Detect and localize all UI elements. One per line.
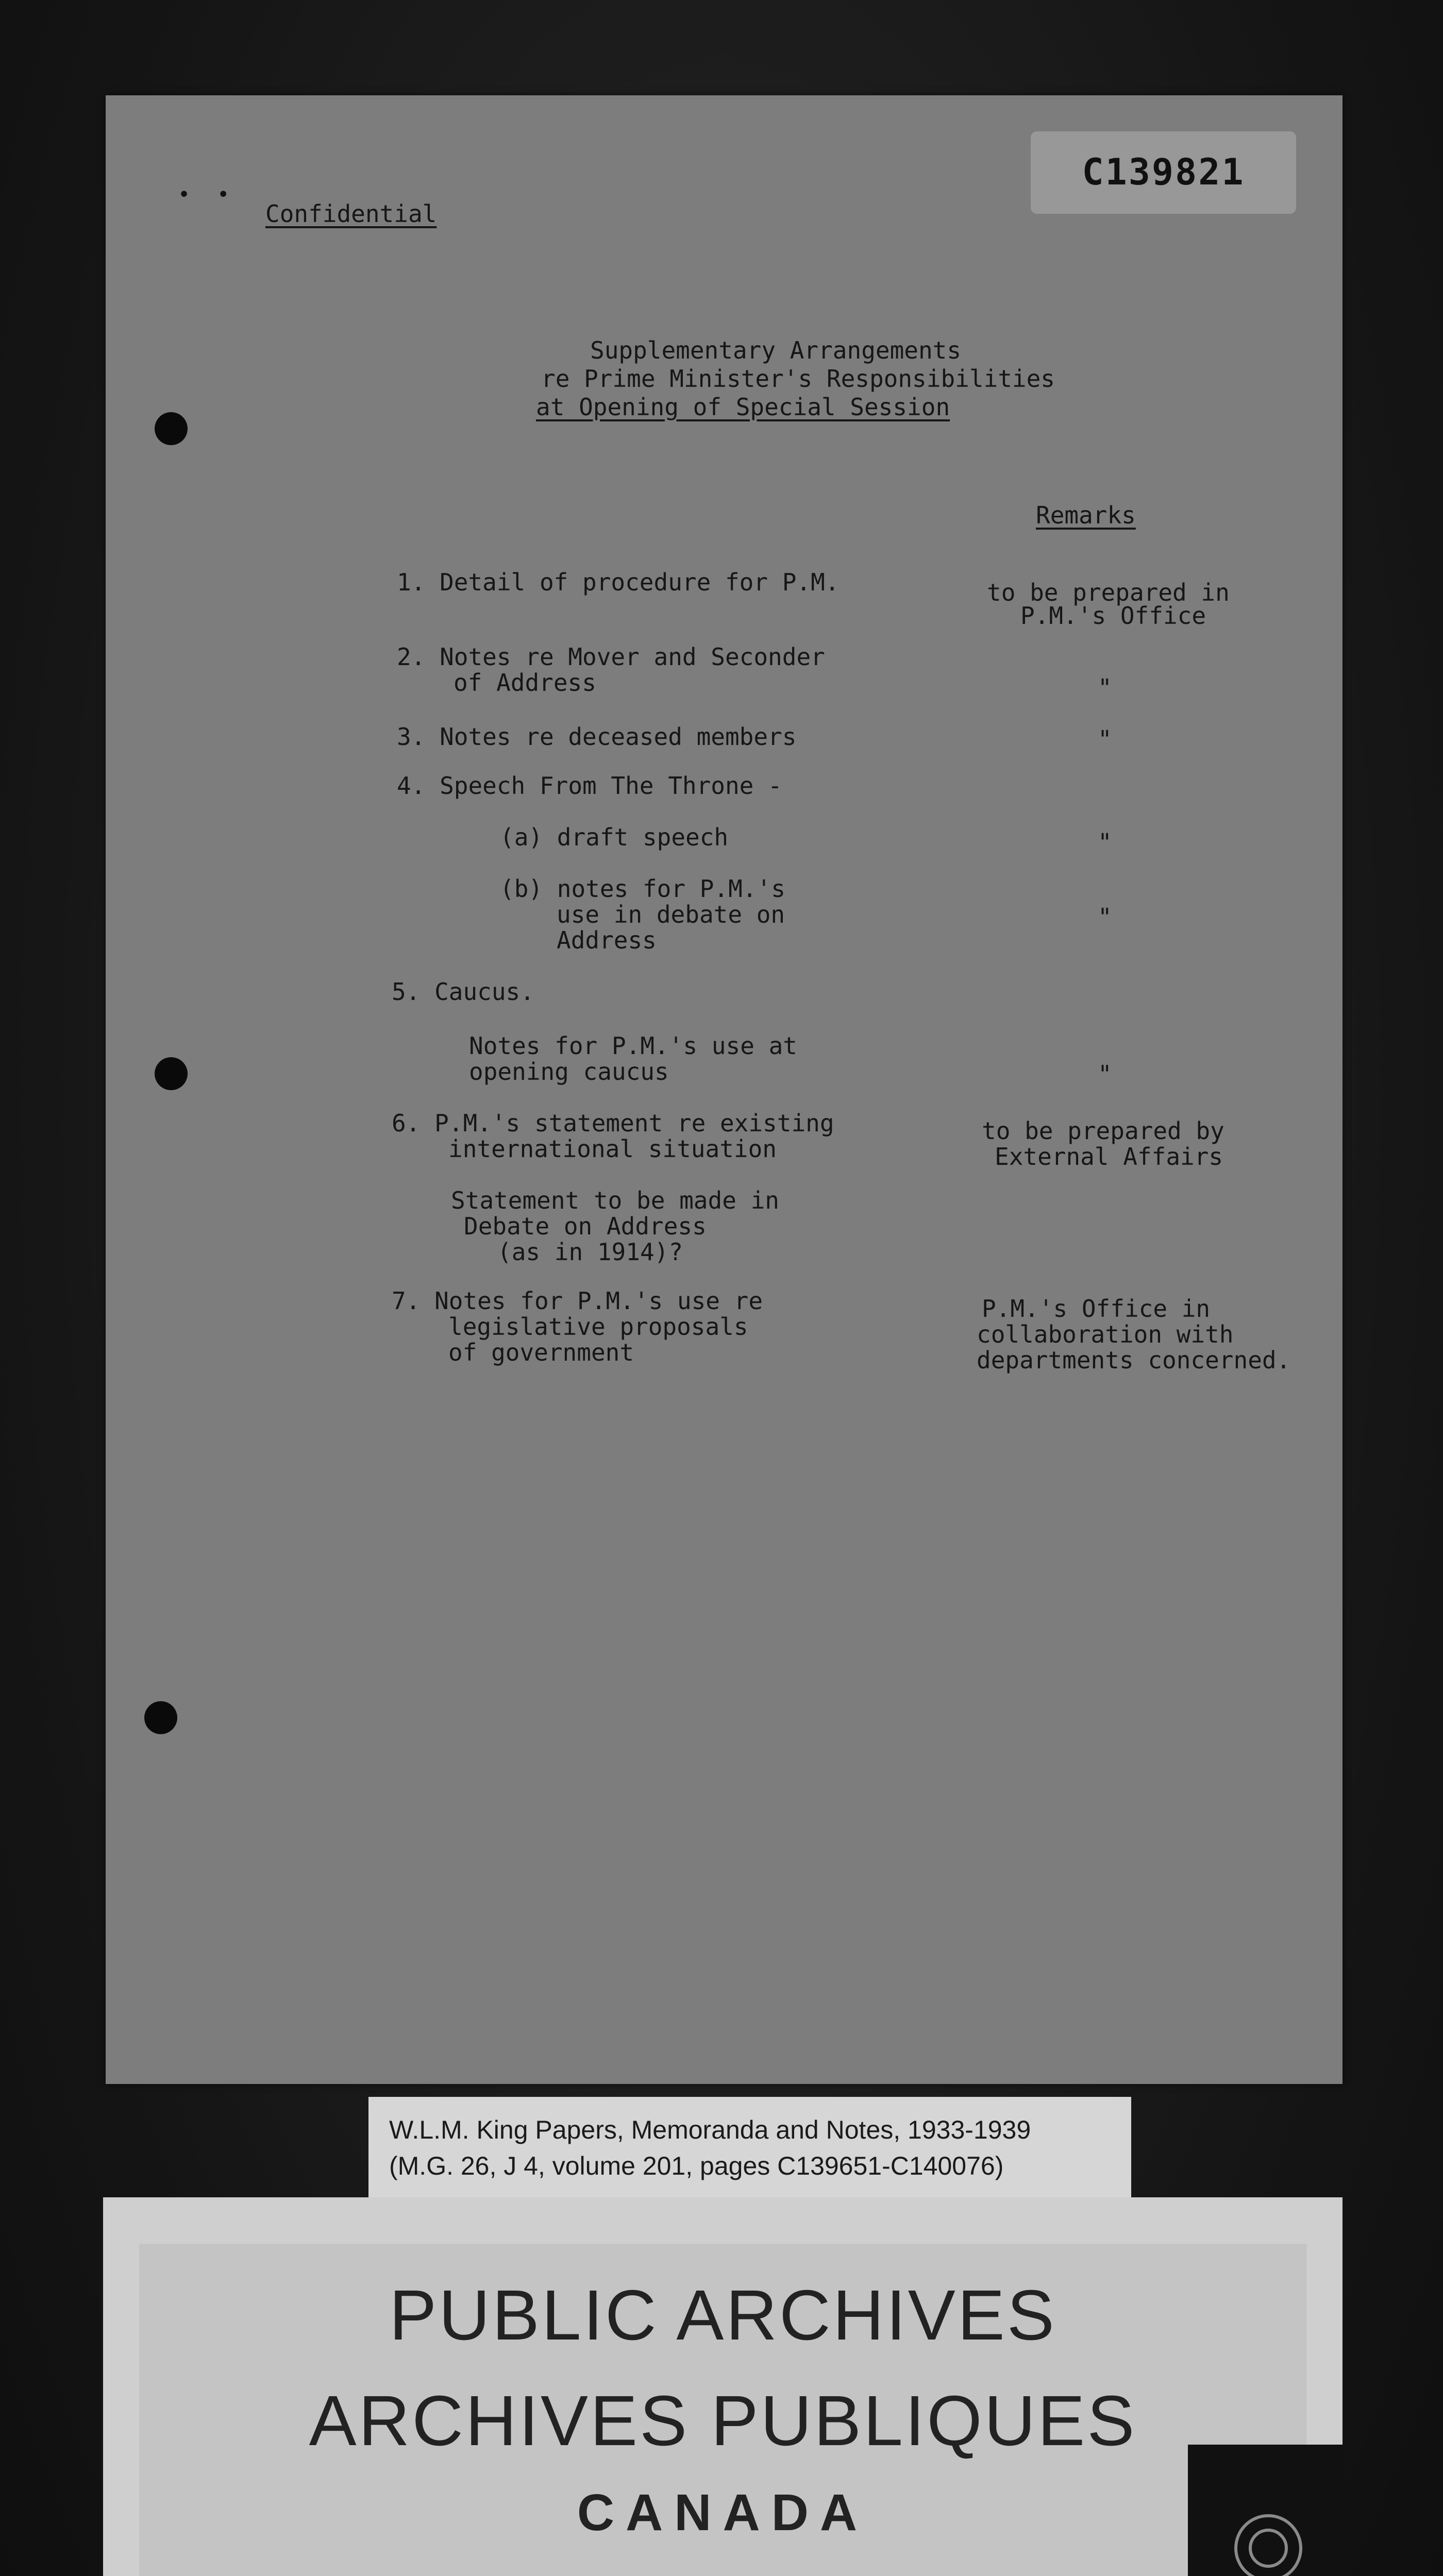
item-5-notes-line-2: opening caucus [469, 1058, 669, 1086]
item-2-line-1: 2. Notes re Mover and Seconder [397, 643, 825, 671]
item-7-line-2: legislative proposals [448, 1313, 748, 1341]
item-4-line-1: 4. Speech From The Throne - [397, 772, 782, 800]
item-4b-remark: " [1098, 903, 1112, 931]
item-5-notes-line-1: Notes for P.M.'s use at [469, 1032, 797, 1060]
document-id: C139821 [1082, 151, 1245, 193]
item-6-statement-line-3: (as in 1914)? [497, 1238, 683, 1266]
item-2-remark: " [1098, 674, 1112, 702]
item-6-statement-line-2: Debate on Address [464, 1212, 707, 1240]
item-7-line-3: of government [448, 1338, 634, 1366]
item-6-line-1: 6. P.M.'s statement re existing [392, 1109, 834, 1137]
item-5-remark: " [1098, 1060, 1112, 1088]
item-4b-line-3: Address [557, 926, 657, 954]
item-1-remark-1: to be prepared in [987, 579, 1230, 606]
item-6-line-2: international situation [448, 1135, 777, 1163]
item-7-line-1: 7. Notes for P.M.'s use re [392, 1287, 763, 1315]
item-1-remark-2: P.M.'s Office [1020, 602, 1206, 630]
item-1-line-1: 1. Detail of procedure for P.M. [397, 568, 840, 596]
punch-hole [155, 412, 188, 445]
reference-line-2: (M.G. 26, J 4, volume 201, pages C139651-C140076) [389, 2151, 1004, 2180]
item-4a-line-1: (a) draft speech [500, 823, 729, 851]
item-3-line-1: 3. Notes re deceased members [397, 723, 797, 751]
title-line-1: Supplementary Arrangements [590, 336, 962, 364]
item-7-remark-2: collaboration with [977, 1320, 1234, 1348]
marker-dots: • • [178, 183, 237, 207]
punch-hole [144, 1701, 177, 1734]
item-7-remark-1: P.M.'s Office in [982, 1295, 1211, 1323]
remarks-header: Remarks [1036, 501, 1136, 529]
item-7-remark-3: departments concerned. [977, 1346, 1291, 1374]
title-line-3: at Opening of Special Session [536, 393, 950, 421]
item-6-remark-1: to be prepared by [982, 1117, 1224, 1145]
item-4a-remark: " [1098, 828, 1112, 856]
archive-stamp-line-2: ARCHIVES PUBLIQUES [309, 2381, 1137, 2461]
item-6-statement-line-1: Statement to be made in [451, 1187, 779, 1214]
classification-label: Confidential [265, 200, 437, 228]
archive-seal-inner [1249, 2529, 1288, 2568]
item-4b-line-1: (b) notes for P.M.'s [500, 875, 785, 903]
reference-line-1: W.L.M. King Papers, Memoranda and Notes, 1933-1939 [389, 2115, 1031, 2144]
item-3-remark: " [1098, 725, 1112, 753]
document-id-tag [1031, 131, 1296, 214]
archive-stamp [103, 2197, 1343, 2576]
item-6-remark-2: External Affairs [995, 1143, 1223, 1171]
item-2-line-2: of Address [454, 669, 596, 697]
reference-label [368, 2097, 1131, 2202]
title-line-2: re Prime Minister's Responsibilities [541, 365, 1055, 393]
archive-seal-icon [1234, 2514, 1302, 2576]
punch-hole [155, 1057, 188, 1090]
archive-stamp-line-3: CANADA [577, 2484, 869, 2541]
item-4b-line-2: use in debate on [557, 901, 785, 928]
item-5-line-1: 5. Caucus. [392, 978, 534, 1006]
archive-stamp-line-1: PUBLIC ARCHIVES [389, 2276, 1056, 2355]
